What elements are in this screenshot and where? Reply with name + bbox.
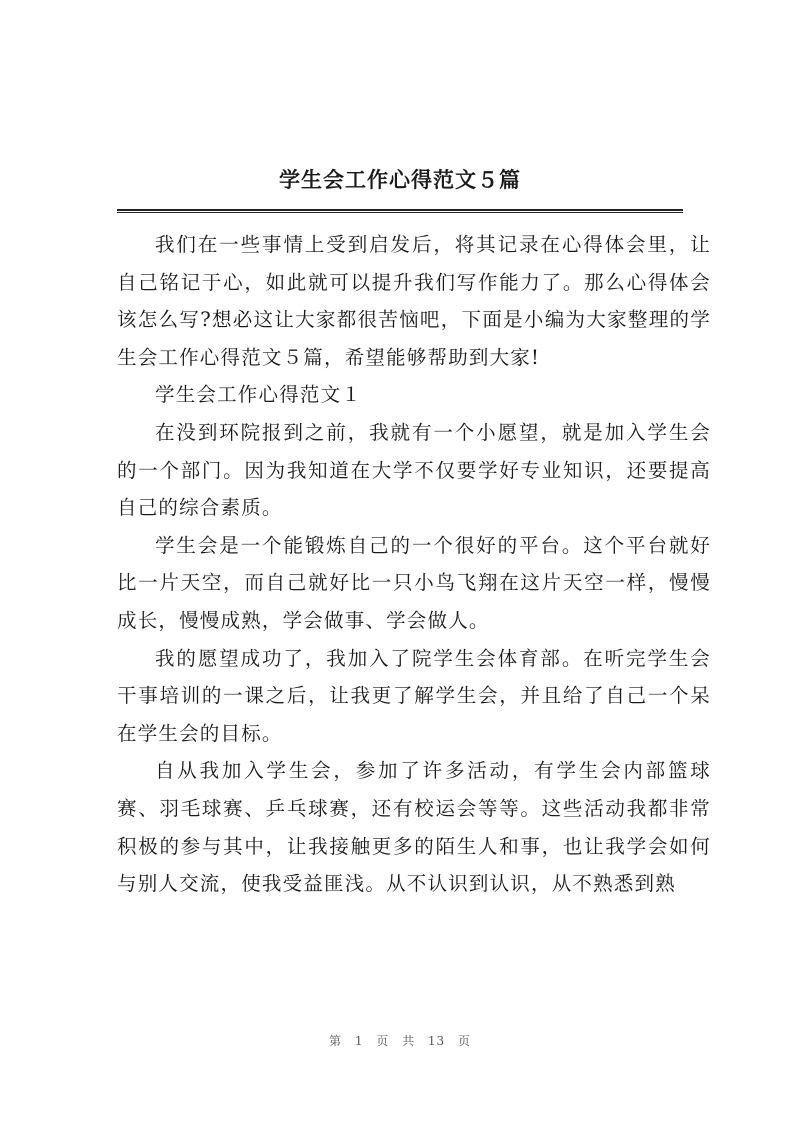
section-heading: 学生会工作心得范文１ (155, 383, 363, 407)
page-footer: 第 1 页 共 13 页 (329, 1034, 471, 1048)
body-paragraph: 学生会是一个能锻炼自己的一个很好的平台。这个平台就好比一片天空，而自己就好比一只小鸟飞翔在这片天空一样，慢慢成长，慢慢成熟，学会做事、学会做人。 (117, 533, 711, 632)
body-paragraph: 自从我加入学生会，参加了许多活动，有学生会内部篮球赛、羽毛球赛、乒乓球赛，还有校运会等等。这些活动我都非常积极的参与其中，让我接触更多的陌生人和事，也让我学会如何与别人交流，使我受益匪浅。从不认识到认识，从不熟悉到熟 (117, 759, 711, 896)
title-divider (117, 209, 683, 213)
document-title: 学生会工作心得范文５篇 (279, 167, 521, 192)
body-paragraph: 我的愿望成功了，我加入了院学生会体育部。在听完学生会干事培训的一课之后，让我更了解学生会，并且给了自己一个呆在学生会的目标。 (117, 646, 711, 745)
intro-paragraph: 我们在一些事情上受到启发后，将其记录在心得体会里，让自己铭记于心，如此就可以提升我们写作能力了。那么心得体会该怎么写?想必这让大家都很苦恼吧，下面是小编为大家整理的学生会工作心得范文５篇，希望能够帮助到大家! (117, 233, 711, 369)
document-body (117, 226, 711, 903)
body-paragraph: 在没到环院报到之前，我就有一个小愿望，就是加入学生会的一个部门。因为我知道在大学不仅要学好专业知识，还要提高自己的综合素质。 (117, 420, 711, 520)
